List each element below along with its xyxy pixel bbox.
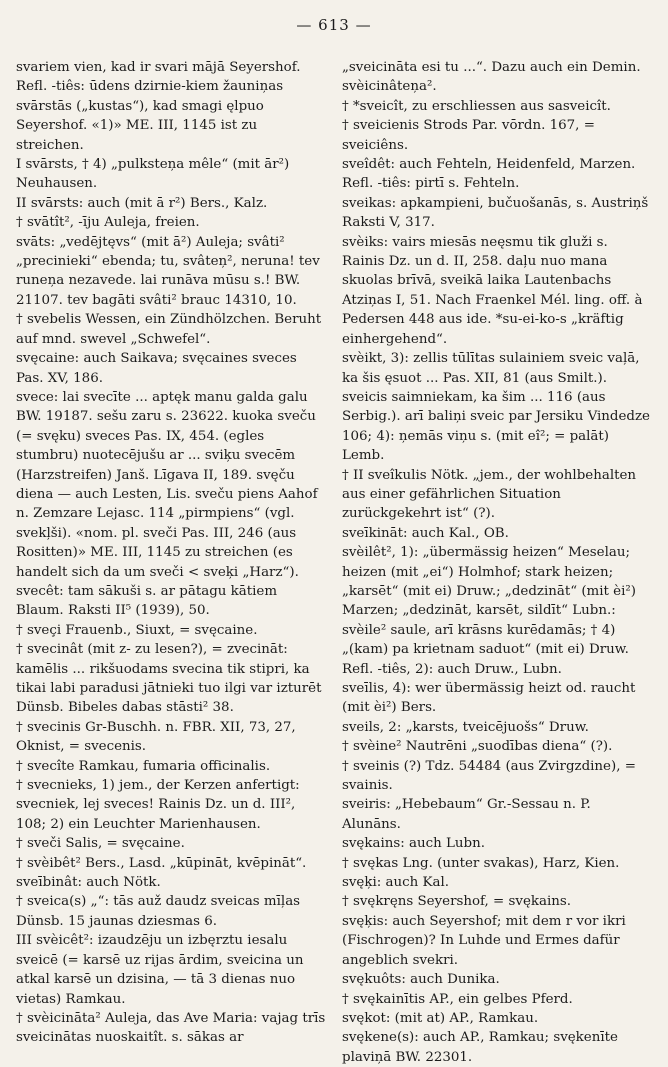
entry: † *sveicît, zu erschliessen aus sasveicît. bbox=[342, 98, 611, 114]
entry: svękene(s): auch AP., Ramkau; svękenīte plaviņā BW. 22301. bbox=[342, 1030, 618, 1065]
entry: sveīkināt: auch Kal., OB. bbox=[342, 525, 509, 541]
entry: † svecîte Ramkau, fumaria officinalis. bbox=[16, 758, 271, 774]
entry: † II sveîkulis Nötk. „jem., der wohlbehalten aus einer gefährlichen Situation zurückgekehrt ist“ (?). bbox=[342, 467, 637, 522]
entry: svecêt: tam sākuši s. ar pātagu kātiem Blaum. Raksti II⁵ (1939), 50. bbox=[16, 583, 278, 619]
entry: † svecinis Gr-Buschh. n. FBR. XII, 73, 27, Oknist, = svecenis. bbox=[16, 719, 296, 755]
entry: III svèicêt²: izaudzēju un izbęrztu iesalu sveicē (= karsē uz rijas ārdim, sveicina un atkal karsē un dzisina, — tā 3 dienas nuo vietas) Ramkau. bbox=[16, 933, 304, 1007]
entry: † sveicienis Strods Par. vōrdn. 167, = sveiciêns. bbox=[342, 118, 595, 153]
entry: † svebelis Wessen, ein Zündhölzchen. Beruht auf mnd. swevel „Schwefel“. bbox=[16, 312, 322, 347]
entry: sveikas: apkampieni, bučuošanās, s. Austriņš Raksti V, 317. bbox=[342, 195, 649, 231]
entry: svękains: auch Lubn. bbox=[342, 836, 485, 852]
entry: svāts: „vedējtęvs“ (mit ā²) Auleja; svâti² „precinieki“ ebenda; tu, svâteņ², neruna! tev runeņa nezavede. lai runāva mūsu s.! BW. 21107. tev bagāti svâti² brauc 14310, 10. bbox=[16, 234, 320, 308]
entry: † svèicināta² Auleja, das Ave Maria: vajag trīs sveicinātas nuoskaitît. s. sākas ar bbox=[16, 1010, 326, 1046]
entry: † sveinis (?) Tdz. 54484 (aus Zvirgzdine), = svainis. bbox=[342, 758, 636, 794]
entry: svęķi: auch Kal. bbox=[342, 875, 450, 891]
entry: † svecinât (mit z- zu lesen?), = zvecināt: kamēlis ... rikšuodams svecina tik stipri, ka tikai labi paradusi jātnieki tuo ilgi var izturēt Dünsb. Bibeles dabas stāsti² 38. bbox=[16, 642, 322, 716]
entry: sveīlis, 4): wer übermässig heizt od. raucht (mit èi²) Bers. bbox=[342, 681, 636, 716]
entry: † sveçi Frauenb., Siuxt, = svęcaine. bbox=[16, 622, 258, 638]
entry: svękuôts: auch Dunika. bbox=[342, 972, 500, 988]
left-column bbox=[16, 58, 326, 1048]
entry: sveībinât: auch Nötk. bbox=[16, 875, 161, 891]
entry: † sveica(s) „“: tās auž daudz sveicas mīļas Dünsb. 15 jaunas dziesmas 6. bbox=[16, 894, 301, 929]
entry: † sveči Salis, = svęcaine. bbox=[16, 836, 185, 852]
entry: † svękręns Seyershof, = svękains. bbox=[342, 894, 572, 910]
entry: † svecnieks, 1) jem., der Kerzen anfertigt: svecniek, lej sveces! Rainis Dz. un d. III², 108; 2) ein Leuchter Marienhausen. bbox=[16, 778, 300, 832]
right-column bbox=[342, 58, 652, 1067]
entry: † svèibêt² Bers., Lasd. „kūpināt, kvēpināt“. bbox=[16, 855, 307, 871]
entry: „sveicināta esi tu ...“. Dazu auch ein Demin. svèicinâteņa². bbox=[342, 60, 641, 95]
entry: svèiks: vairs miesās neęsmu tik gluži s. Rainis Dz. un d. II, 258. daļu nuo mana skuolas brīvā, sveikā laika Lautenbachs Atziņas I, 51. Nach Fraenkel Mél. ling. off. à Pedersen 448 aus ide. *su-ei-ko-s „kräftig einhergehend“. bbox=[342, 234, 643, 347]
entry: svęcaine: auch Saikava; svęcaines sveces Pas. XV, 186. bbox=[16, 351, 297, 386]
entry: † svękas Lng. (unter svakas), Harz, Kien. bbox=[342, 855, 620, 871]
entry: svèikt, 3): zellis tūlītas sulainiem sveic vaļā, ka šis ęsuot ... Pas. XII, 81 (aus Smilt.). sveicis saimniekam, ka šim ... 116 (aus Serbig.). arī baliņi sveic par Jersiku Vindedze 106; 4): ņemās viņu s. (mit eî²; = palāt) Lemb. bbox=[342, 351, 650, 464]
entry: svękot: (mit at) AP., Ramkau. bbox=[342, 1010, 539, 1026]
entry: I svārsts, † 4) „pulksteņa mêle“ (mit ār²) Neuhausen. bbox=[16, 157, 290, 192]
entry: svariem vien, kad ir svari mājā Seyershof. Refl. -tiês: ūdens dzirnie-kiem žauniņas svārstās („kustas“), kad smagi ęlpuo Seyershof. «1)» ME. III, 1145 ist zu streichen. bbox=[16, 60, 301, 153]
entry: sveîdêt: auch Fehteln, Heidenfeld, Marzen. Refl. -tiês: pirtī s. Fehteln. bbox=[342, 157, 636, 192]
entry: svece: lai svecīte ... aptęk manu galda galu BW. 19187. sešu zaru s. 23622. kuoka sveču (= svęku) sveces Pas. IX, 454. (egles stumbru) nuotecējušu ar ... sviķu svecēm (Harzstreifen) Janš. Līgava II, 189. svęču diena — auch Lesten, Lis. sveču piens Aahof n. Zemzare Lejasc. 114 „pirmpiens“ (vgl. svekļši). «nom. pl. sveči Pas. III, 246 (aus Rositten)» ME. III, 1145 zu streichen (es handelt sich da um sveči < sveķi „Harz“). bbox=[16, 389, 318, 580]
entry: sveiris: „Hebebaum“ Gr.-Sessau n. P. Alunāns. bbox=[342, 797, 591, 832]
entry: svèilêt², 1): „übermässig heizen“ Meselau; heizen (mit „ei“) Holmhof; stark heizen; „karsēt“ (mit ei) Druw.; „dedzināt“ (mit èi²) Marzen; „dedzināt, karsēt, sildīt“ Lubn.: svèile² saule, arī krāsns kurēdamās; † 4) „(kam) pa krietnam saduot“ (mit ei) Druw. Refl. -tiês, 2): auch Druw., Lubn. bbox=[342, 545, 636, 677]
page-number: — 613 — bbox=[296, 16, 372, 34]
entry: † svātît², -īju Auleja, freien. bbox=[16, 215, 200, 231]
entry: † svèine² Nautrēni „suodības diena“ (?). bbox=[342, 739, 613, 755]
entry: II svārsts: auch (mit ā r²) Bers., Kalz. bbox=[16, 195, 268, 211]
entry: svęķis: auch Seyershof; mit dem r vor ikri (Fischrogen)? In Luhde und Ermes dafür angeblich svekri. bbox=[342, 913, 626, 968]
entry: sveils, 2: „karsts, tveicējuošs“ Druw. bbox=[342, 719, 589, 735]
entry: † svękainītis AP., ein gelbes Pferd. bbox=[342, 991, 573, 1007]
